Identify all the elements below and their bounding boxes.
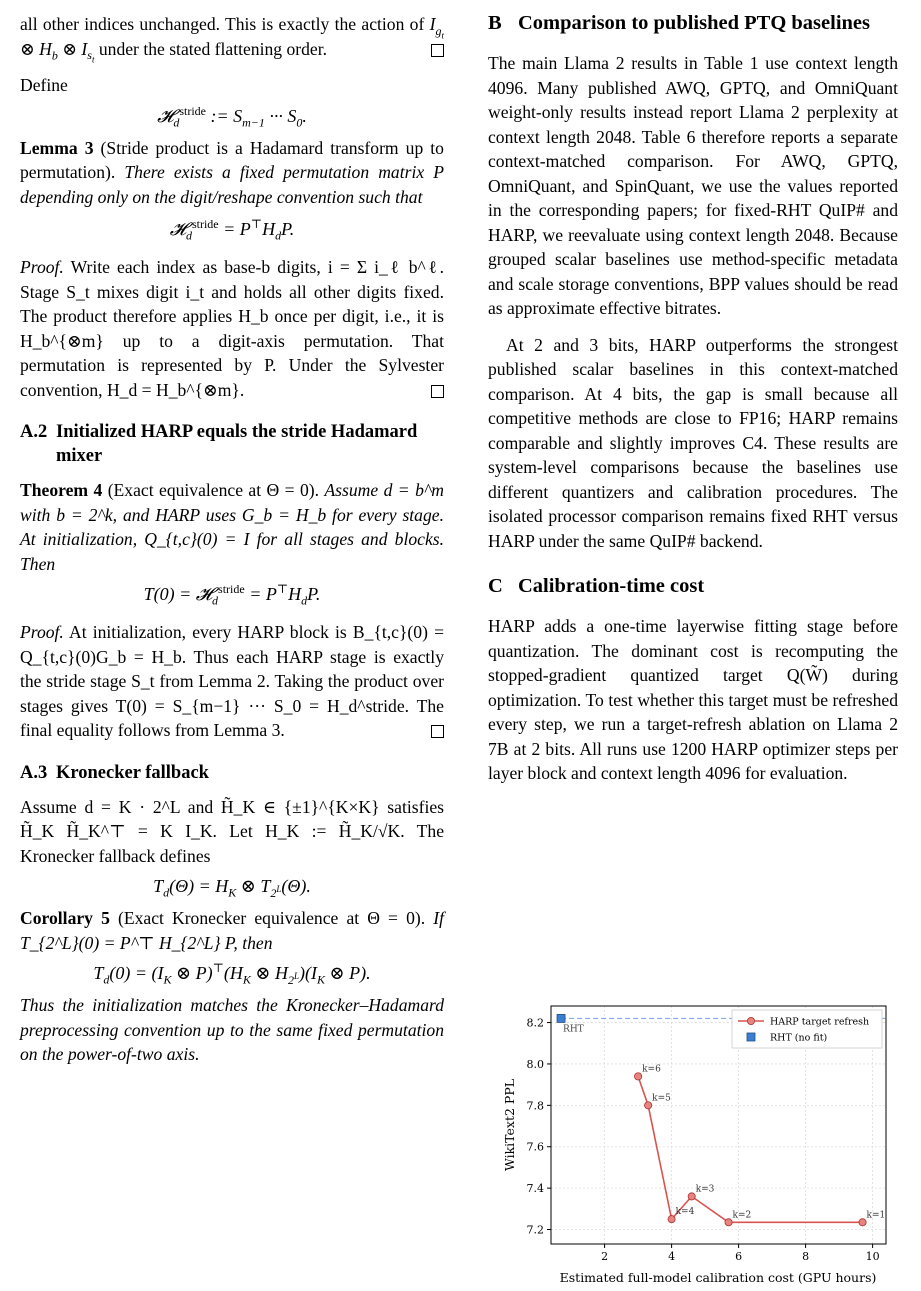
section-heading-c: C Calibration-time cost — [488, 575, 705, 597]
proof-theorem4: Proof. At initialization, every HARP block is B_{t,c}(0) = Q_{t,c}(0)G_b = H_b. Thus each HARP stage is exactly the stride stage S_t from Lemma 2. Taking the product over stages gives T(0) = S_{m−1} ··· S_0 = H_d^stride. The final equality follows from Lemma 3. — [20, 622, 444, 740]
proof-lemma3: Proof. Write each index as base-b digits, i = Σ i_ℓ b^ℓ. Stage S_t mixes digit i_t and holds all other digits fixed. The product therefore applies H_b once per digit, i.e., it is H_b^{⊗m} up to a digit-axis permutation. That permutation is represented by P. Under the Sylvester convention, H_d = H_b^{⊗m}. — [20, 257, 444, 400]
equation-theorem4: T(0) = 𝓗$_d^{stride}$ = $P^⊤H_dP$. — [143, 582, 321, 608]
harp-point — [668, 1216, 675, 1223]
x-tick-label: 6 — [735, 1250, 743, 1263]
equation-kronecker: $T_d(\Theta) = H_K$ ⊗ $T_{2^L}(\Theta)$. — [153, 876, 311, 900]
rht-point-label: RHT — [563, 1024, 584, 1035]
equation-stride-def: 𝓗$_d^{stride}$ := $S_{m-1}$ ··· $S_0$. — [157, 103, 307, 130]
legend-rht-label: RHT (no fit) — [770, 1032, 828, 1044]
corollary-5: Corollary 5 (Exact Kronecker equivalence at Θ = 0). If T_{2^L}(0) = P^⊤ H_{2^L} P, then — [20, 908, 444, 953]
qed-symbol — [431, 725, 444, 738]
rht-point — [557, 1014, 565, 1022]
harp-point — [645, 1102, 652, 1109]
harp-point — [859, 1219, 866, 1226]
x-tick-label: 2 — [601, 1250, 609, 1263]
harp-point-label: k=5 — [652, 1093, 671, 1104]
section-heading-b: B Comparison to published PTQ baselines — [488, 12, 870, 34]
corollary-5-tail: Thus the initialization matches the Kronecker–Hadamard preprocessing convention up to the same fixed permutation on the power-of-two axis. — [20, 995, 444, 1064]
y-tick-label: 8.0 — [526, 1057, 544, 1071]
equation-lemma3: 𝓗$_d^{stride}$ = $P^⊤H_dP$. — [169, 217, 295, 243]
y-tick-label: 7.4 — [526, 1182, 544, 1196]
qed-symbol — [431, 44, 444, 57]
axis-ticks — [527, 1017, 880, 1263]
paragraph-b1: The main Llama 2 results in Table 1 use context length 4096. Many published AWQ, GPTQ, and OmniQuant weight-only results instead report Llama 2 perplexity at context length 2048. Table 6 therefore reports a separate context-matched comparison. For AWQ, GPTQ, OmniQuant, and SpinQuant, we use the values reported in the corresponding papers; for fixed-RHT QuIP# and HARP, we reevaluate using context length 2048. Because grouped scalar baselines use method-specific metadata and scale storage conventions, BPP values should be read as approximate effective bitrates. — [488, 53, 898, 318]
y-tick-label: 8.2 — [526, 1016, 544, 1030]
harp-point-label: k=2 — [732, 1210, 752, 1221]
harp-point — [688, 1193, 695, 1200]
define-text: Define — [20, 75, 68, 95]
right-column — [488, 0, 898, 786]
harp-point — [635, 1073, 642, 1080]
legend-harp-label: HARP target refresh — [770, 1016, 870, 1028]
qed-symbol — [431, 385, 444, 398]
left-column — [20, 0, 444, 1067]
harp-point-label: k=4 — [675, 1207, 695, 1218]
lemma-3: Lemma 3 (Stride product is a Hadamard transform up to permutation). There exists a fixed permutation matrix P depending only on the digit/reshape convention such that — [20, 137, 444, 207]
harp-point — [725, 1219, 732, 1226]
x-tick-label: 8 — [802, 1250, 810, 1263]
kronecker-paragraph: Assume d = K · 2^L and H̃_K ∈ {±1}^{K×K} satisfies H̃_K H̃_K^⊤ = K I_K. Let H_K := H̃_K/√K. The Kronecker fallback defines — [20, 796, 444, 866]
legend-harp-marker — [747, 1017, 754, 1024]
section-heading-a2: A.2 Initialized HARP equals the stride Hadamard mixer — [20, 422, 418, 466]
legend-rht-marker — [747, 1033, 755, 1041]
y-tick-label: 7.8 — [526, 1099, 544, 1113]
equation-corollary5: $T_d(0) = (I_K$ ⊗ $P)^⊤(H_K$ ⊗ $H_{2^L})(I_K$ ⊗ P). — [93, 961, 371, 987]
harp-point-label: k=1 — [866, 1210, 886, 1221]
paragraph-b2: At 2 and 3 bits, HARP outperforms the strongest published scalar baselines in this context-matched comparison. At 4 bits, the gap is small because all competitive methods are close to FP16; HARP remains comparable and slightly improves C4. These results are system-level comparisons because the baselines use different quantizers and calibration procedures. The isolated processor comparison remains fixed RHT versus HARP under the same QuIP# backend. — [488, 334, 898, 551]
section-heading-a3: A.3 Kronecker fallback — [20, 762, 209, 783]
harp-point-label: k=6 — [642, 1064, 661, 1075]
y-axis-label: WikiText2 PPL — [502, 1078, 517, 1172]
harp-point-label: k=3 — [695, 1184, 715, 1195]
x-tick-label: 4 — [668, 1250, 676, 1263]
calibration-cost-chart — [496, 1000, 906, 1288]
paragraph-c1: HARP adds a one-time layerwise fitting stage before quantization. The dominant cost is recomputing the stopped-gradient quantized target Q(W̃) during optimization. To test whether this target must be refreshed every step, we run a target-refresh ablation on Llama 2 7B at 2 bits. All runs use 1200 HARP optimizer steps per layer block and context length 4096 for evaluation. — [488, 616, 898, 783]
chart-legend — [732, 1010, 882, 1048]
x-tick-label: 10 — [865, 1250, 880, 1263]
y-tick-label: 7.2 — [526, 1223, 544, 1237]
paragraph-proof-end: all other indices unchanged. This is exactly the action of $I_{g_t}$ ⊗ $H_b$ ⊗ $I_{s_t}$ under the stated flattening order. — [20, 14, 444, 65]
x-axis-label: Estimated full-model calibration cost (GPU hours) — [559, 1270, 877, 1285]
y-tick-label: 7.6 — [526, 1140, 544, 1154]
theorem-4: Theorem 4 (Exact equivalence at Θ = 0). Assume d = b^m with b = 2^k, and HARP uses G_b = H_b for every stage. At initialization, Q_{t,c}(0) = I for all stages and blocks. Then — [20, 480, 444, 574]
